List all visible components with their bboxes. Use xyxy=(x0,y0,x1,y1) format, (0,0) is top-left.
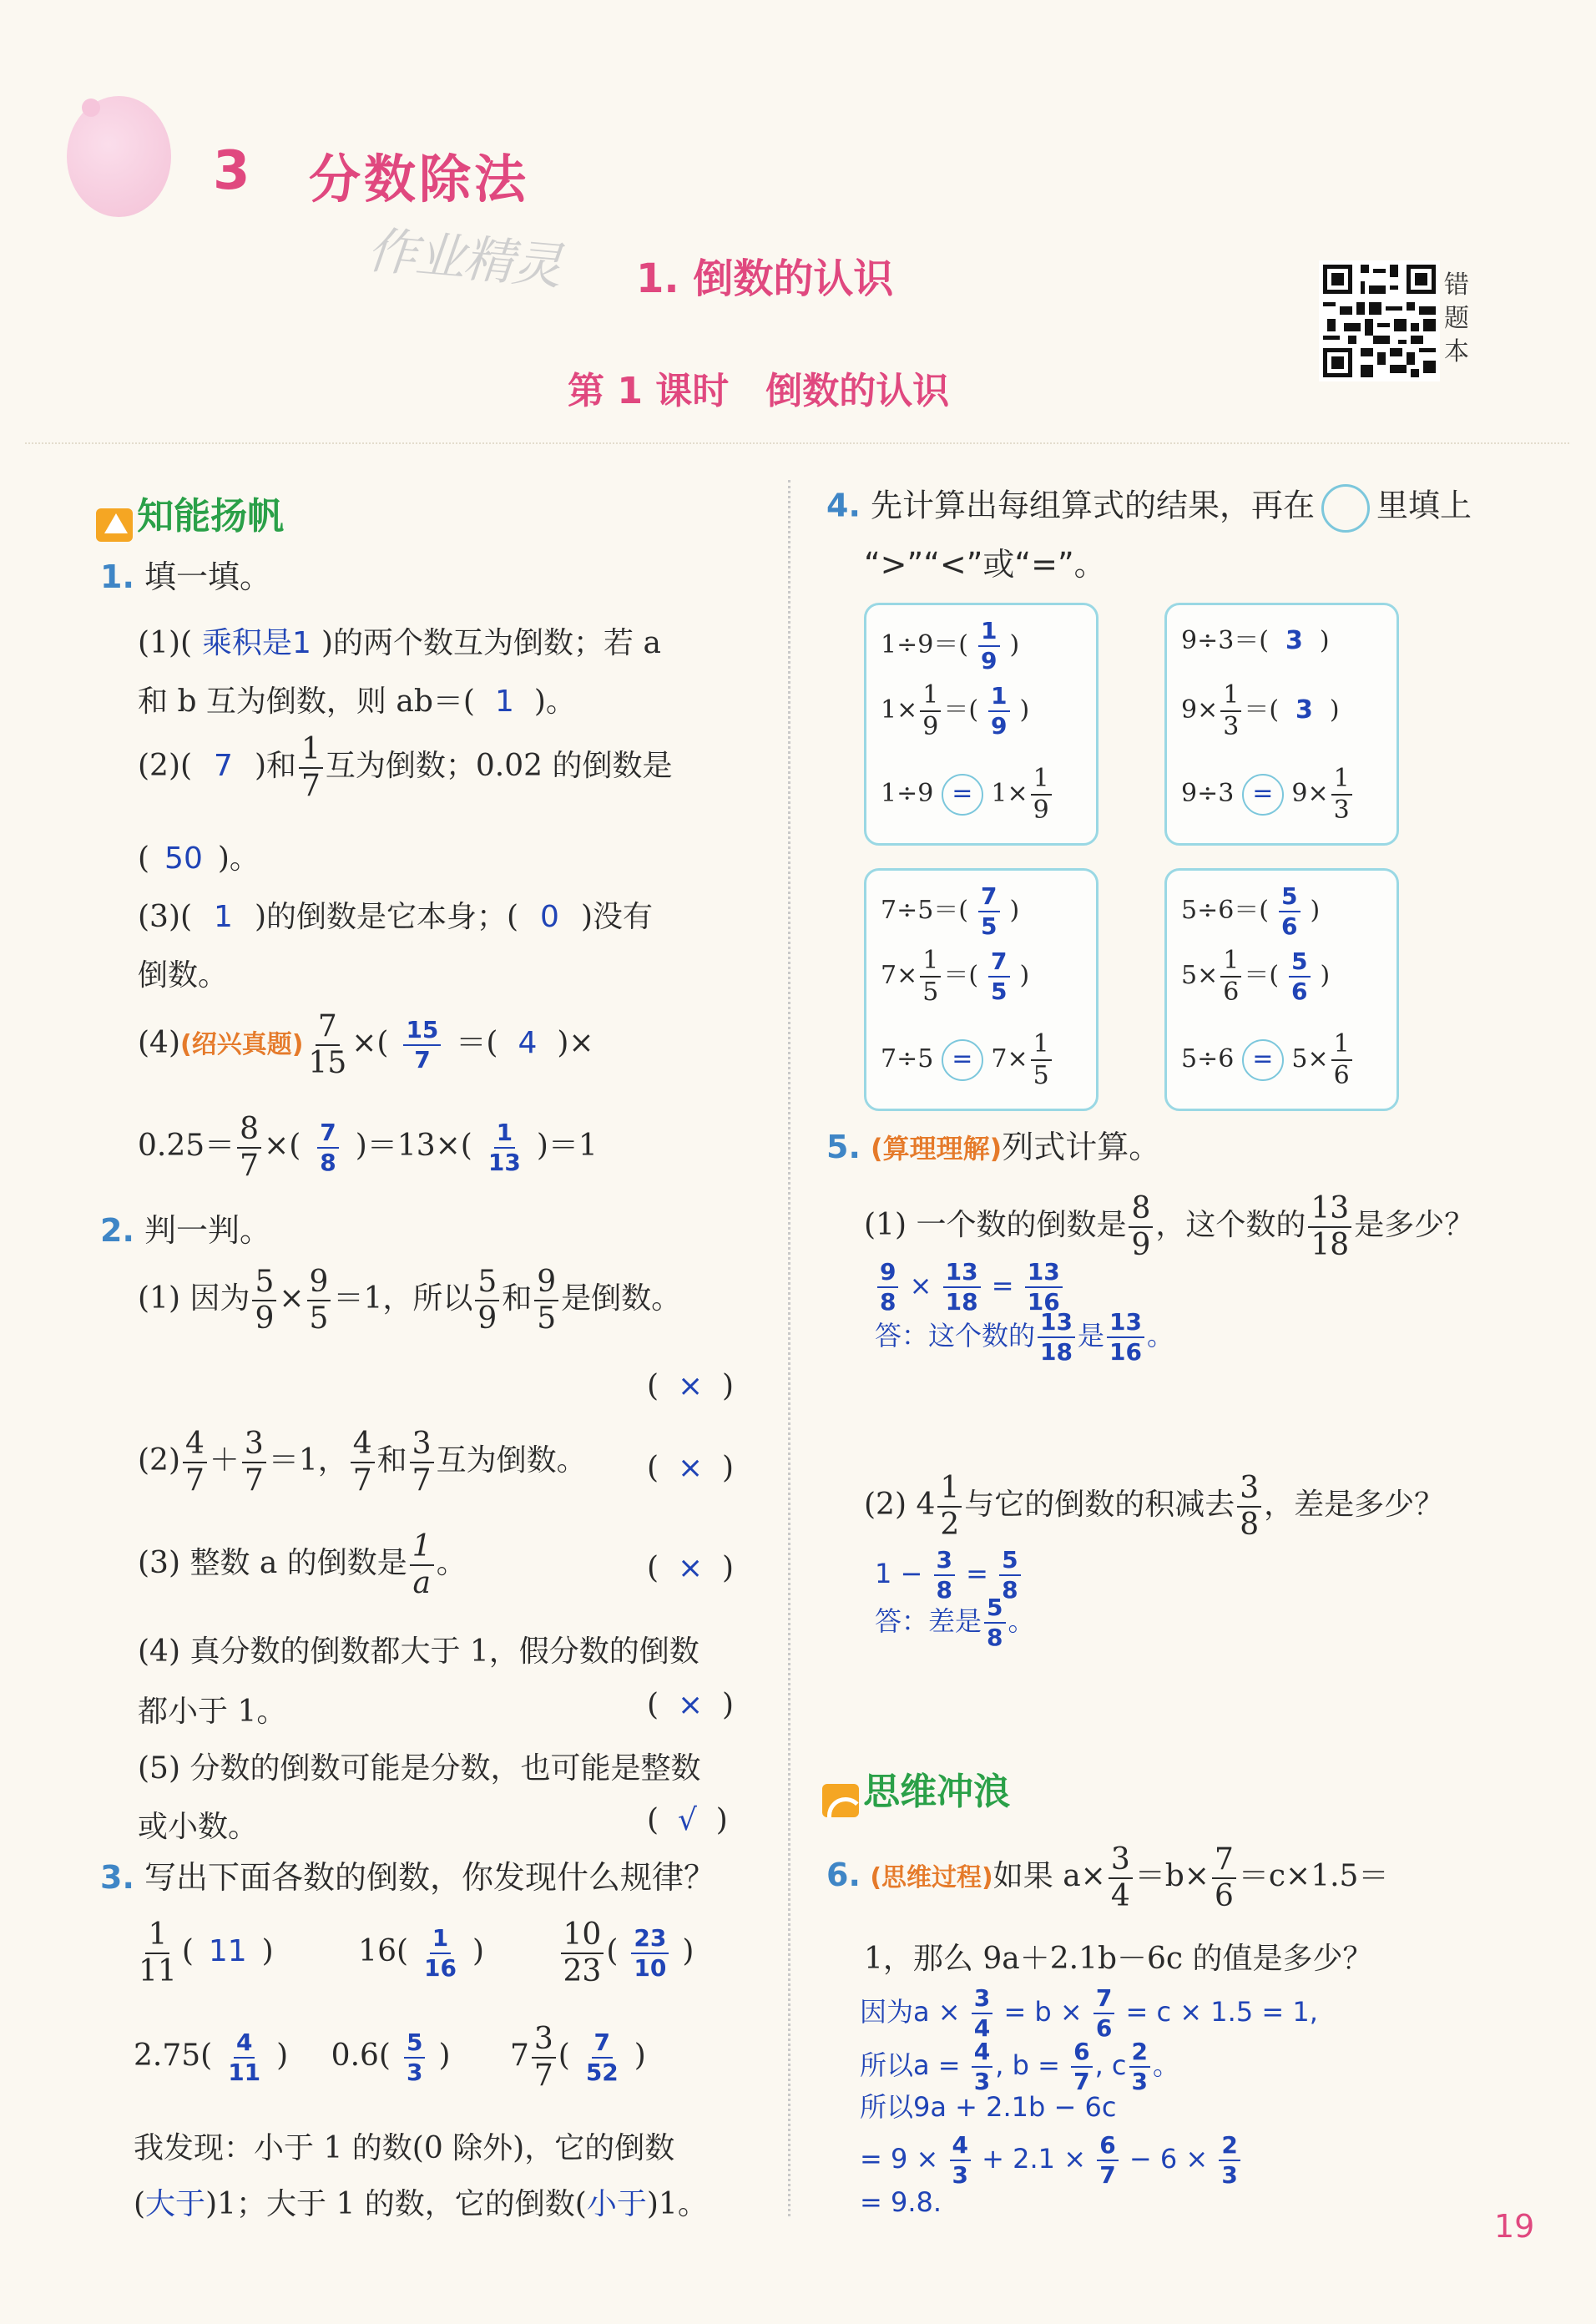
compare-circle[interactable]: = xyxy=(1242,774,1284,816)
page-number: 19 xyxy=(1494,2208,1535,2245)
q6-solution: 因为a × $\frac{3}{4}$ = b × $\frac{7}{6}$ = c × 1.5 = 1, 所以a = $\frac{4}{3}$ , b = $\frac{6}{7}$ , c $\frac{2}{3}$ 。 所以9a + 2.1b − 6c = 9 × $\frac{4}{3}$ + 2.1 × $\frac{6}{7}$ − 6 × $\frac{2}{3}$ = 9.8. xyxy=(860,1984,1318,2218)
section-header-right xyxy=(822,1761,1010,1817)
wave-icon xyxy=(822,1784,859,1817)
answer-blank[interactable]: 乘积是1 xyxy=(202,626,311,660)
q2-mark3[interactable]: ( × ) xyxy=(647,1551,735,1585)
box4-line1: 5÷6＝( $\frac{5}{6}$ ) xyxy=(1181,882,1321,940)
chapter-badge-bubble xyxy=(67,96,171,217)
box3-line1: 7÷5＝( $\frac{7}{5}$ ) xyxy=(881,882,1020,940)
q5-part1: (1) 一个数的倒数是 $\frac{8}{9}$ ，这个数的 $\frac{13}{18}$ 是多少？ xyxy=(864,1191,1475,1262)
answer-blank[interactable]: 7 xyxy=(214,749,233,783)
column-divider xyxy=(788,480,790,2216)
q3-title: 3. 写出下面各数的倒数，你发现什么规律？ xyxy=(100,1859,715,1896)
box2-line3: 9÷3 = 9× $\frac{1}{3}$ xyxy=(1181,766,1355,823)
q1-title: 1. 填一填。 xyxy=(100,558,271,595)
q5-part2: (2) 4 $\frac{1}{2}$ 与它的倒数的积减去 $\frac{3}{8}$ ，差是多少？ xyxy=(864,1471,1445,1542)
q2-title: 2. 判一判。 xyxy=(100,1212,271,1249)
answer-blank[interactable]: 4 xyxy=(518,1026,538,1060)
q5-solution2: 1 − $\frac{3}{8}$ = $\frac{5}{8}$ xyxy=(875,1548,1023,1602)
q5-solution1: $\frac{9}{8}$ × $\frac{13}{18}$ = $\frac{13}{16}$ xyxy=(875,1261,1065,1314)
section-label-thinking: 思维冲浪 xyxy=(863,1771,1011,1813)
compare-circle[interactable]: = xyxy=(942,1039,983,1081)
box3-line3: 7÷5 = 7× $\frac{1}{5}$ xyxy=(881,1032,1054,1089)
regional-tag: (绍兴真题) xyxy=(180,1030,304,1059)
box4-line3: 5÷6 = 5× $\frac{1}{6}$ xyxy=(1181,1032,1355,1089)
q4-title-line2: “>”“<”或“=”。 xyxy=(864,546,1106,583)
q6-line1: 6. (思维过程)如果 a× $\frac{3}{4}$ ＝b× $\frac{7}{6}$ ＝c×1.5＝ xyxy=(826,1842,1389,1913)
q2-mark5[interactable]: ( √ ) xyxy=(647,1803,728,1837)
q2-mark2[interactable]: ( × ) xyxy=(647,1451,735,1485)
compare-circle[interactable]: = xyxy=(1242,1039,1284,1081)
answer-blank[interactable]: 1 xyxy=(214,900,233,934)
watermark-text: 作业精灵 xyxy=(364,221,563,296)
answer-blank[interactable]: 0 xyxy=(540,900,559,934)
q3-finding-line1: 我发现：小于 1 的数(0 除外)，它的倒数 xyxy=(134,2131,675,2165)
skill-tag: (思维过程) xyxy=(870,1863,993,1892)
q2-part2: (2) $\frac{4}{7}$ ＋ $\frac{3}{7}$ ＝1， $\frac{4}{7}$ 和 $\frac{3}{7}$ 互为倒数。 xyxy=(138,1427,587,1498)
q6-line2: 1，那么 9a＋2.1b－6c 的值是多少？ xyxy=(864,1942,1373,1976)
q4-title: 4. 先计算出每组算式的结果，再在 里填上 xyxy=(826,484,1472,533)
q1-part4-line2: 0.25＝ $\frac{8}{7}$ ×( $\frac{7}{8}$ )＝13×( $\frac{1}{13}$ )＝1 xyxy=(138,1112,598,1183)
header-divider xyxy=(25,442,1569,444)
q5-answer1: 答：这个数的 $\frac{13}{18}$ 是 $\frac{13}{16}$ 。 xyxy=(875,1308,1174,1366)
answer-blank[interactable]: 大于 xyxy=(145,2187,206,2221)
q2-mark1[interactable]: ( × ) xyxy=(647,1369,735,1403)
q1-part3-line1: (3)( 1 )的倒数是它本身；( 0 )没有 xyxy=(138,900,653,934)
box2-line2: 9× $\frac{1}{3}$ ＝( 3 ) xyxy=(1181,680,1340,741)
box4-line2: 5× $\frac{1}{6}$ ＝( $\frac{5}{6}$ ) xyxy=(1181,946,1331,1007)
q2-part3: (3) 整数 a 的倒数是 $\frac{1}{a}$ 。 xyxy=(138,1529,467,1600)
q1-part3-line2: 倒数。 xyxy=(138,958,229,993)
box1-line3: 1÷9 = 1× $\frac{1}{9}$ xyxy=(881,766,1054,823)
q1-part1-line1: (1)( 乘积是1 )的两个数互为倒数；若 a xyxy=(138,626,661,660)
q1-part4-line1: (4)(绍兴真题) $\frac{7}{15}$ ×( $\frac{15}{7}$ ＝( 4 )× xyxy=(138,1009,594,1080)
q3-row1: $\frac{1}{11}$ ( 11 ) 16( $\frac{1}{16}$ ) $\frac{10}{23}$ ( $\frac{23}{10}$ ) xyxy=(139,1917,694,1988)
qr-label: 错 题 本 xyxy=(1444,270,1469,366)
q5-title: 5. (算理理解)列式计算。 xyxy=(826,1129,1161,1165)
compare-circle[interactable]: = xyxy=(942,774,983,816)
q2-mark4[interactable]: ( × ) xyxy=(647,1688,735,1722)
chapter-number: 3 xyxy=(213,140,250,202)
q2-part5-line1: (5) 分数的倒数可能是分数，也可能是整数 xyxy=(138,1751,701,1786)
sail-icon xyxy=(96,508,133,542)
box2-line1: 9÷3＝( 3 ) xyxy=(1181,626,1330,655)
q5-answer2: 答：差是 $\frac{5}{8}$ 。 xyxy=(875,1594,1035,1651)
skill-tag: (算理理解) xyxy=(870,1133,1003,1165)
q2-part1: (1) 因为 $\frac{5}{9}$ × $\frac{9}{5}$ ＝1，所以 $\frac{5}{9}$ 和 $\frac{9}{5}$ 是倒数。 xyxy=(138,1265,682,1336)
chapter-title: 分数除法 xyxy=(309,149,530,210)
answer-blank[interactable]: 50 xyxy=(164,841,203,876)
q1-part2-line2: ( 50 )。 xyxy=(138,841,260,876)
q1-part1-line2: 和 b 互为倒数，则 ab＝( 1 )。 xyxy=(138,685,576,719)
box1-line2: 1× $\frac{1}{9}$ ＝( $\frac{1}{9}$ ) xyxy=(881,680,1030,741)
chapter-badge-dot xyxy=(82,99,100,117)
box3-line2: 7× $\frac{1}{5}$ ＝( $\frac{7}{5}$ ) xyxy=(881,946,1030,1007)
box1-line1: 1÷9＝( $\frac{1}{9}$ ) xyxy=(881,617,1020,674)
answer-blank[interactable]: 11 xyxy=(208,1934,247,1968)
answer-blank[interactable]: 小于 xyxy=(586,2187,647,2221)
section-header-left xyxy=(96,486,284,542)
qr-code[interactable] xyxy=(1319,260,1440,381)
q2-part4-line2: 都小于 1。 xyxy=(138,1695,287,1729)
compare-circle-icon xyxy=(1321,484,1370,533)
q1-part2-line1: (2)( 7 )和 $\frac{1}{7}$ 互为倒数；0.02 的倒数是 xyxy=(138,732,673,803)
section-label-knowledge: 知能扬帆 xyxy=(137,495,285,538)
q3-row2: 2.75( $\frac{4}{11}$ ) 0.6( $\frac{5}{3}$ ) 7 $\frac{3}{7}$ ( $\frac{7}{52}$ ) xyxy=(134,2022,646,2093)
q2-part5-line2: 或小数。 xyxy=(138,1810,259,1844)
lesson-title: 第 1 课时 倒数的认识 xyxy=(568,370,950,412)
answer-blank[interactable]: 1 xyxy=(494,685,514,719)
q3-finding-line2: (大于)1；大于 1 的数，它的倒数(小于)1。 xyxy=(134,2187,708,2221)
q2-part4-line1: (4) 真分数的倒数都大于 1，假分数的倒数 xyxy=(138,1634,700,1669)
section-title: 1. 倒数的认识 xyxy=(636,255,894,302)
